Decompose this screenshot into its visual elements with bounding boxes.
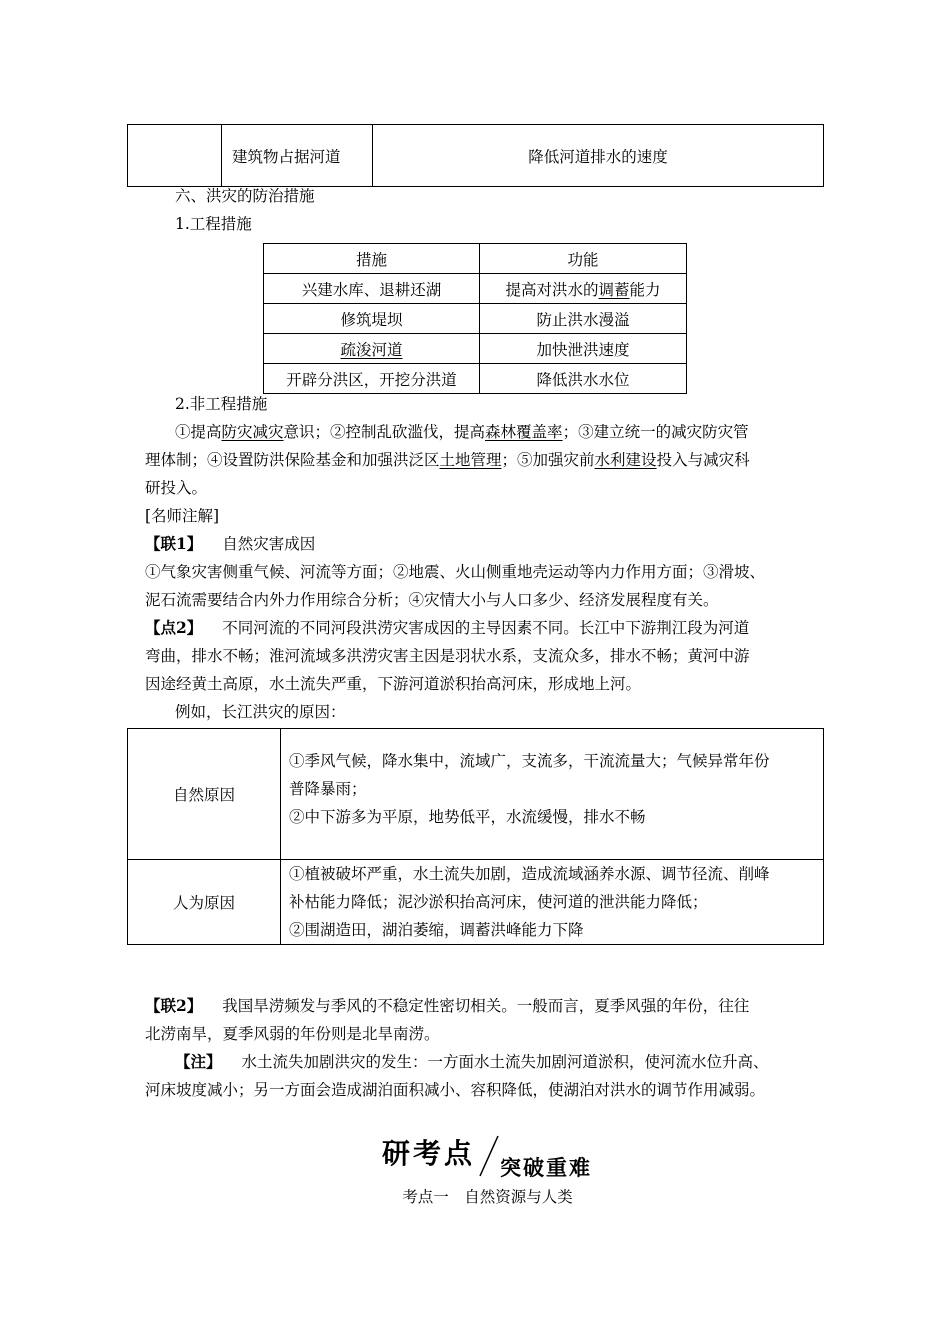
table-row	[128, 860, 824, 945]
continuation-table	[127, 124, 824, 187]
table-cell: ①季风气候，降水集中，流域广，支流多，干流流量大；气候异常年份 普降暴雨； ②中下游多为平原，地势低平，水流缓慢，排水不畅	[281, 729, 824, 860]
note-tag: 【联1】	[145, 534, 203, 553]
paragraph-line: 泥石流需要结合内外力作用综合分析；④灾情大小与人口多少、经济发展程度有关。	[145, 591, 719, 609]
table-cell: 加快泄洪速度	[480, 334, 687, 364]
banner-subtitle: 考点一 自然资源与人类	[402, 1188, 573, 1206]
table-cell: 降低洪水水位	[480, 364, 687, 394]
paragraph-line: 因途经黄土高原，水土流失严重，下游河道淤积抬高河床，形成地上河。	[145, 675, 642, 693]
paragraph-line: 理体制；④设置防洪保险基金和加强洪泛区土地管理；⑤加强灾前水利建设投入与减灾科	[145, 451, 750, 469]
table-row	[128, 729, 824, 860]
engineering-measures-table	[263, 243, 687, 394]
empty-cell	[128, 125, 222, 187]
table-cell: 降低河道排水的速度	[373, 125, 824, 187]
table-cell: 兴建水库、退耕还湖	[264, 274, 480, 304]
paragraph-line: 【联2】 我国旱涝频发与季风的不稳定性密切相关。一般而言，夏季风强的年份，往往	[145, 996, 750, 1015]
slash-divider	[478, 1134, 500, 1178]
table-cell: ①植被破坏严重，水土流失加剧，造成流域涵养水源、调节径流、削峰 补枯能力降低；泥沙淤积抬高河床，使河道的泄洪能力降低； ②围湖造田，湖泊萎缩，调蓄洪峰能力下降	[281, 860, 824, 945]
table-row	[264, 334, 687, 364]
table-row	[264, 274, 687, 304]
table-cell: 建筑物占据河道	[222, 125, 373, 187]
paragraph-line: 【注】 水土流失加剧洪灾的发生：一方面水土流失加剧河道淤积，使河流水位升高、	[175, 1052, 769, 1071]
note-tag: 【注】	[175, 1052, 222, 1071]
notes-heading: [名师注解]	[145, 507, 220, 525]
paragraph-line: ①气象灾害侧重气候、河流等方面；②地震、火山侧重地壳运动等内力作用方面；③滑坡、	[145, 563, 766, 581]
paragraph-line: 【点2】 不同河流的不同河段洪涝灾害成因的主导因素不同。长江中下游荆江段为河道	[145, 618, 750, 637]
section-title: 六、洪灾的防治措施	[175, 187, 315, 205]
subsection-title: 1.工程措施	[175, 215, 252, 233]
paragraph-line: 弯曲，排水不畅；淮河流域多洪涝灾害主因是羽状水系，支流众多，排水不畅；黄河中游	[145, 647, 750, 665]
table-cell: 修筑堤坝	[264, 304, 480, 334]
note-tag: 【点2】	[145, 618, 203, 637]
yangtze-flood-causes-table	[127, 728, 824, 945]
row-label: 人为原因	[128, 860, 281, 945]
banner-right-text: 突破重难	[500, 1156, 592, 1180]
subsection-title: 2.非工程措施	[175, 395, 268, 413]
paragraph-line: 河床坡度减小；另一方面会造成湖泊面积减小、容积降低，使湖泊对洪水的调节作用减弱。	[145, 1081, 766, 1099]
paragraph-line: 例如，长江洪灾的原因：	[175, 703, 346, 721]
table-header: 功能	[480, 244, 687, 274]
note-lian1-title: 【联1】 自然灾害成因	[145, 534, 316, 553]
paragraph-line: 研投入。	[145, 479, 208, 497]
banner-left-text: 研考点	[382, 1137, 476, 1170]
table-cell: 开辟分洪区，开挖分洪道	[264, 364, 480, 394]
paragraph-line: 北涝南旱，夏季风弱的年份则是北旱南涝。	[145, 1025, 440, 1043]
table-cell: 提高对洪水的调蓄能力	[480, 274, 687, 304]
section-banner	[382, 1132, 602, 1182]
table-row	[264, 364, 687, 394]
note-tag: 【联2】	[145, 996, 203, 1015]
table-cell	[264, 334, 480, 364]
row-label: 自然原因	[128, 729, 281, 860]
table-header: 措施	[264, 244, 480, 274]
table-row	[264, 304, 687, 334]
table-cell: 防止洪水漫溢	[480, 304, 687, 334]
underlined-text: 疏浚河道	[340, 340, 403, 359]
paragraph-line: ①提高防灾减灾意识；②控制乱砍滥伐，提高森林覆盖率；③建立统一的减灾防灾管	[175, 423, 749, 441]
